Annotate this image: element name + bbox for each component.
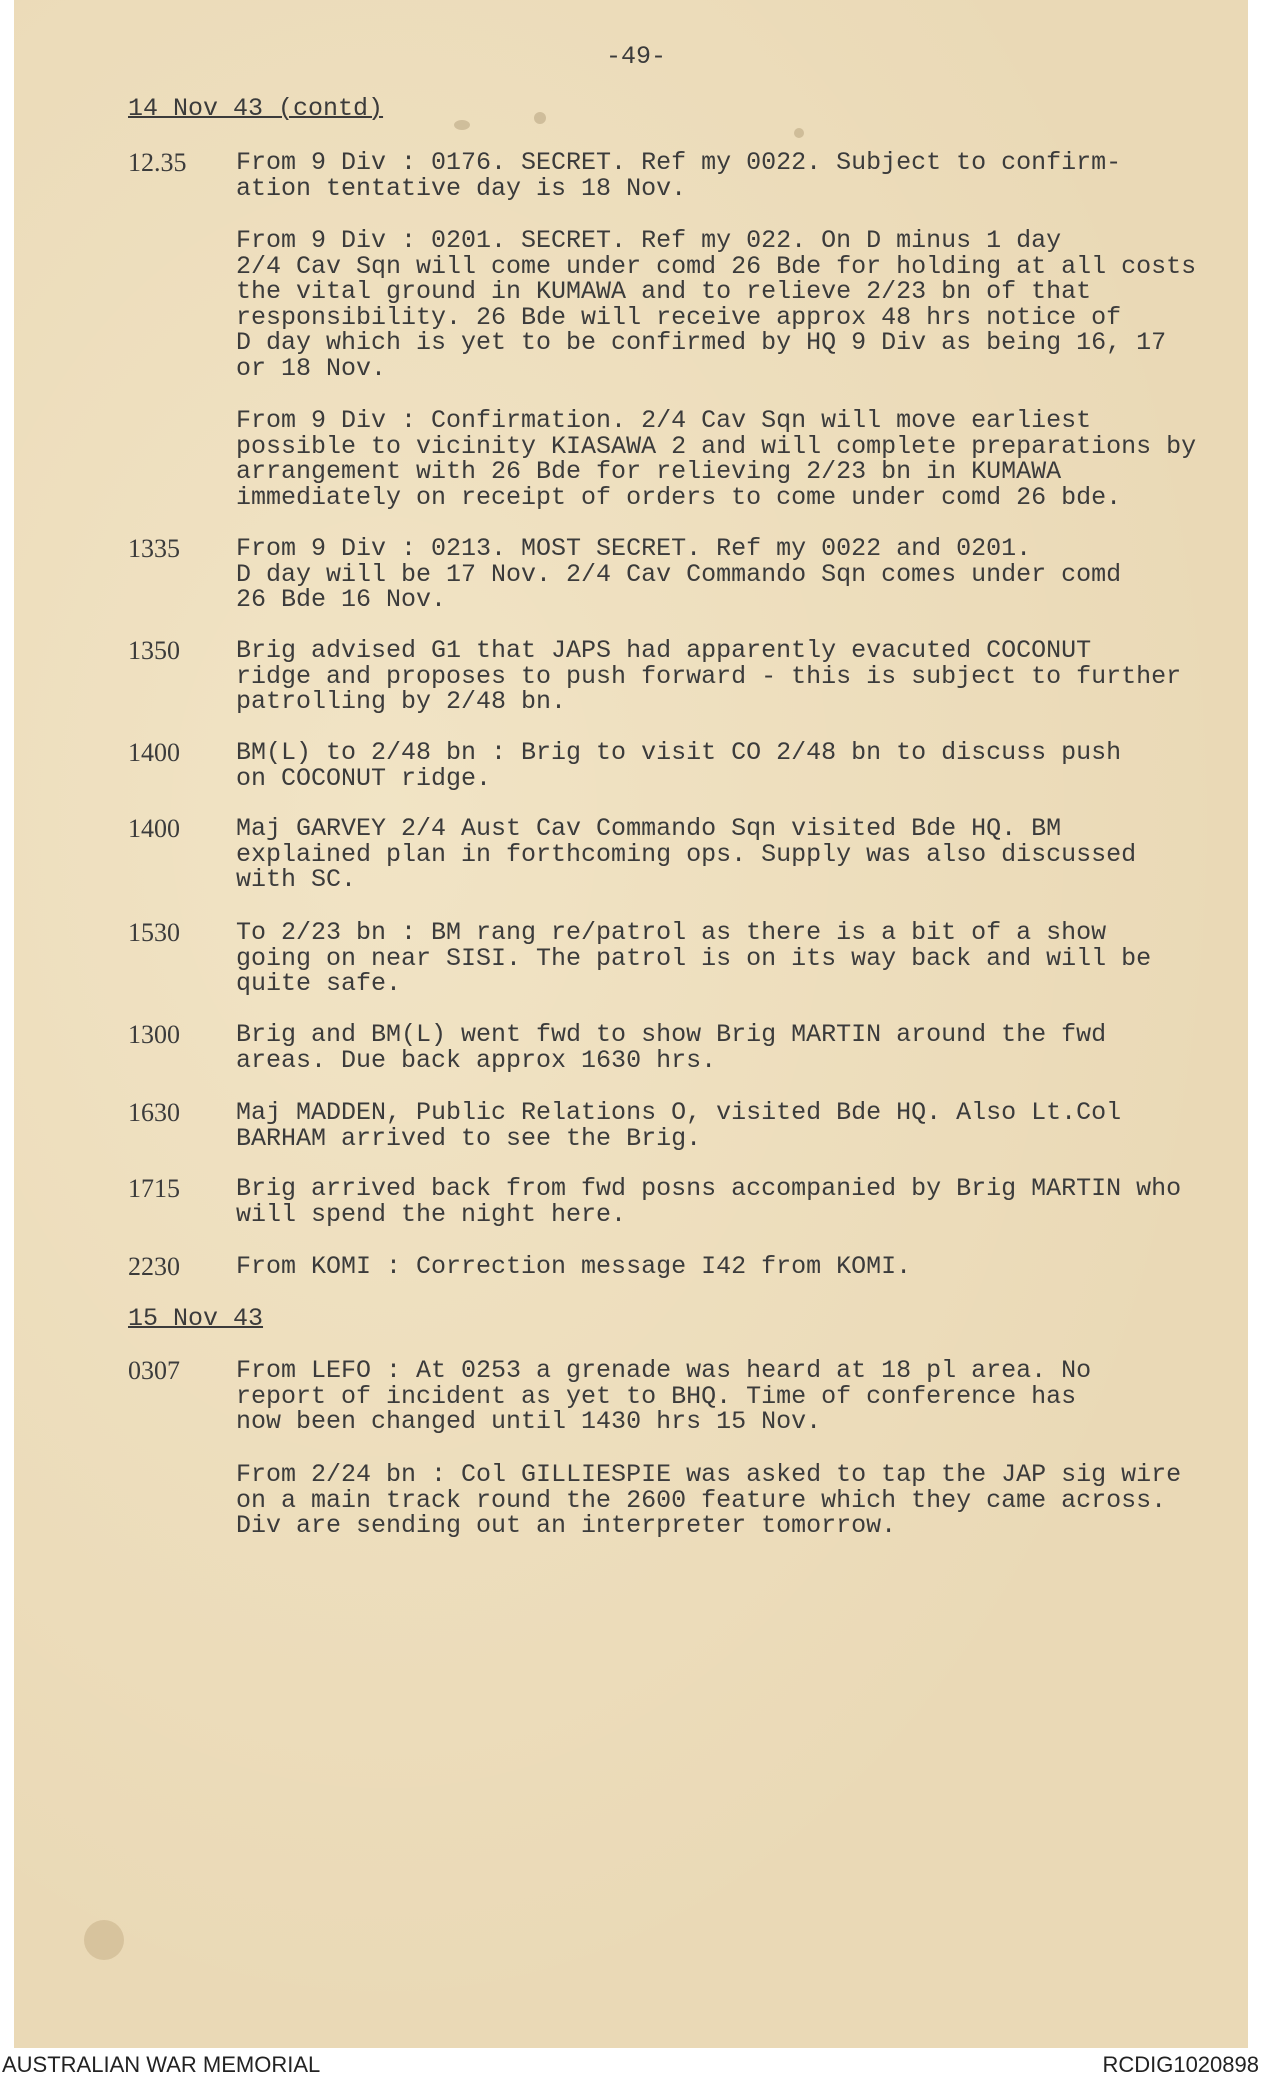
entry-text: From 9 Div : 0213. MOST SECRET. Ref my 0022 and 0201. D day will be 17 Nov. 2/4 Cav Commando Sqn comes under comd 26 Bde 16 Nov. (236, 534, 1122, 614)
entry-time: 1715 (128, 1174, 180, 1203)
entry-text: Brig advised G1 that JAPS had apparently evacuted COCONUT ridge and proposes to push forward - this is subject to further patrolling by 2/48 bn. (236, 636, 1182, 716)
document-page (14, 0, 1248, 2050)
entry-text: Brig and BM(L) went fwd to show Brig MARTIN around the fwd areas. Due back approx 1630 hrs. (236, 1020, 1107, 1075)
entry-time: 1630 (128, 1098, 180, 1127)
entry-text: To 2/23 bn : BM rang re/patrol as there is a bit of a show going on near SISI. The patrol is on its way back and will be quite safe. (236, 918, 1152, 998)
entry-text: From KOMI : Correction message I42 from KOMI. (236, 1252, 912, 1281)
date-heading: 14 Nov 43 (contd) (128, 94, 384, 123)
entry-time: 1530 (128, 918, 180, 947)
entry-text: From 9 Div : Confirmation. 2/4 Cav Sqn will move earliest possible to vicinity KIASAWA 2 and will complete preparations by arrangement with 26 Bde for relieving 2/23 bn in KUMAWA immediately on receipt of orders to come under comd 26 bde. (236, 406, 1197, 512)
entry-time: 1400 (128, 814, 180, 843)
entry-time: 1350 (128, 636, 180, 665)
entry-text: Maj GARVEY 2/4 Aust Cav Commando Sqn visited Bde HQ. BM explained plan in forthcoming ops. Supply was also discussed with SC. (236, 814, 1137, 894)
war-diary-text (14, 0, 1248, 2050)
entry-text: From 9 Div : 0176. SECRET. Ref my 0022. Subject to confirm- ation tentative day is 18 Nov. (236, 148, 1122, 203)
page-number: -49- (606, 42, 667, 71)
entry-time: 1400 (128, 738, 180, 767)
entry-text: Maj MADDEN, Public Relations O, visited Bde HQ. Also Lt.Col BARHAM arrived to see the Brig. (236, 1098, 1122, 1153)
entry-text: From 9 Div : 0201. SECRET. Ref my 022. On D minus 1 day 2/4 Cav Sqn will come under comd 26 Bde for holding at all costs the vital ground in KUMAWA and to relieve 2/23 bn of that responsibility. 26 Bde will receive approx 48 hrs notice of D day which is yet to be confirmed by HQ 9 Div as being 16, 17 or 18 Nov. (236, 226, 1197, 383)
entry-time: 0307 (128, 1356, 180, 1385)
entry-time: 12.35 (128, 148, 187, 177)
entry-text: From 2/24 bn : Col GILLIESPIE was asked to tap the JAP sig wire on a main track round the 2600 feature which they came across. Div are sending out an interpreter tomorrow. (236, 1460, 1182, 1540)
entry-text: From LEFO : At 0253 a grenade was heard at 18 pl area. No report of incident as yet to BHQ. Time of conference has now been changed until 1430 hrs 15 Nov. (236, 1356, 1092, 1436)
entry-text: Brig arrived back from fwd posns accompanied by Brig MARTIN who will spend the night here. (236, 1174, 1182, 1229)
entry-time: 2230 (128, 1252, 180, 1281)
archive-name: AUSTRALIAN WAR MEMORIAL (2, 2052, 321, 2077)
date-heading: 15 Nov 43 (128, 1304, 264, 1333)
archive-footer (0, 2048, 1265, 2082)
entry-time: 1335 (128, 534, 180, 563)
entry-text: BM(L) to 2/48 bn : Brig to visit CO 2/48 bn to discuss push on COCONUT ridge. (236, 738, 1122, 793)
record-id: RCDIG1020898 (1102, 2052, 1259, 2077)
entry-time: 1300 (128, 1020, 180, 1049)
